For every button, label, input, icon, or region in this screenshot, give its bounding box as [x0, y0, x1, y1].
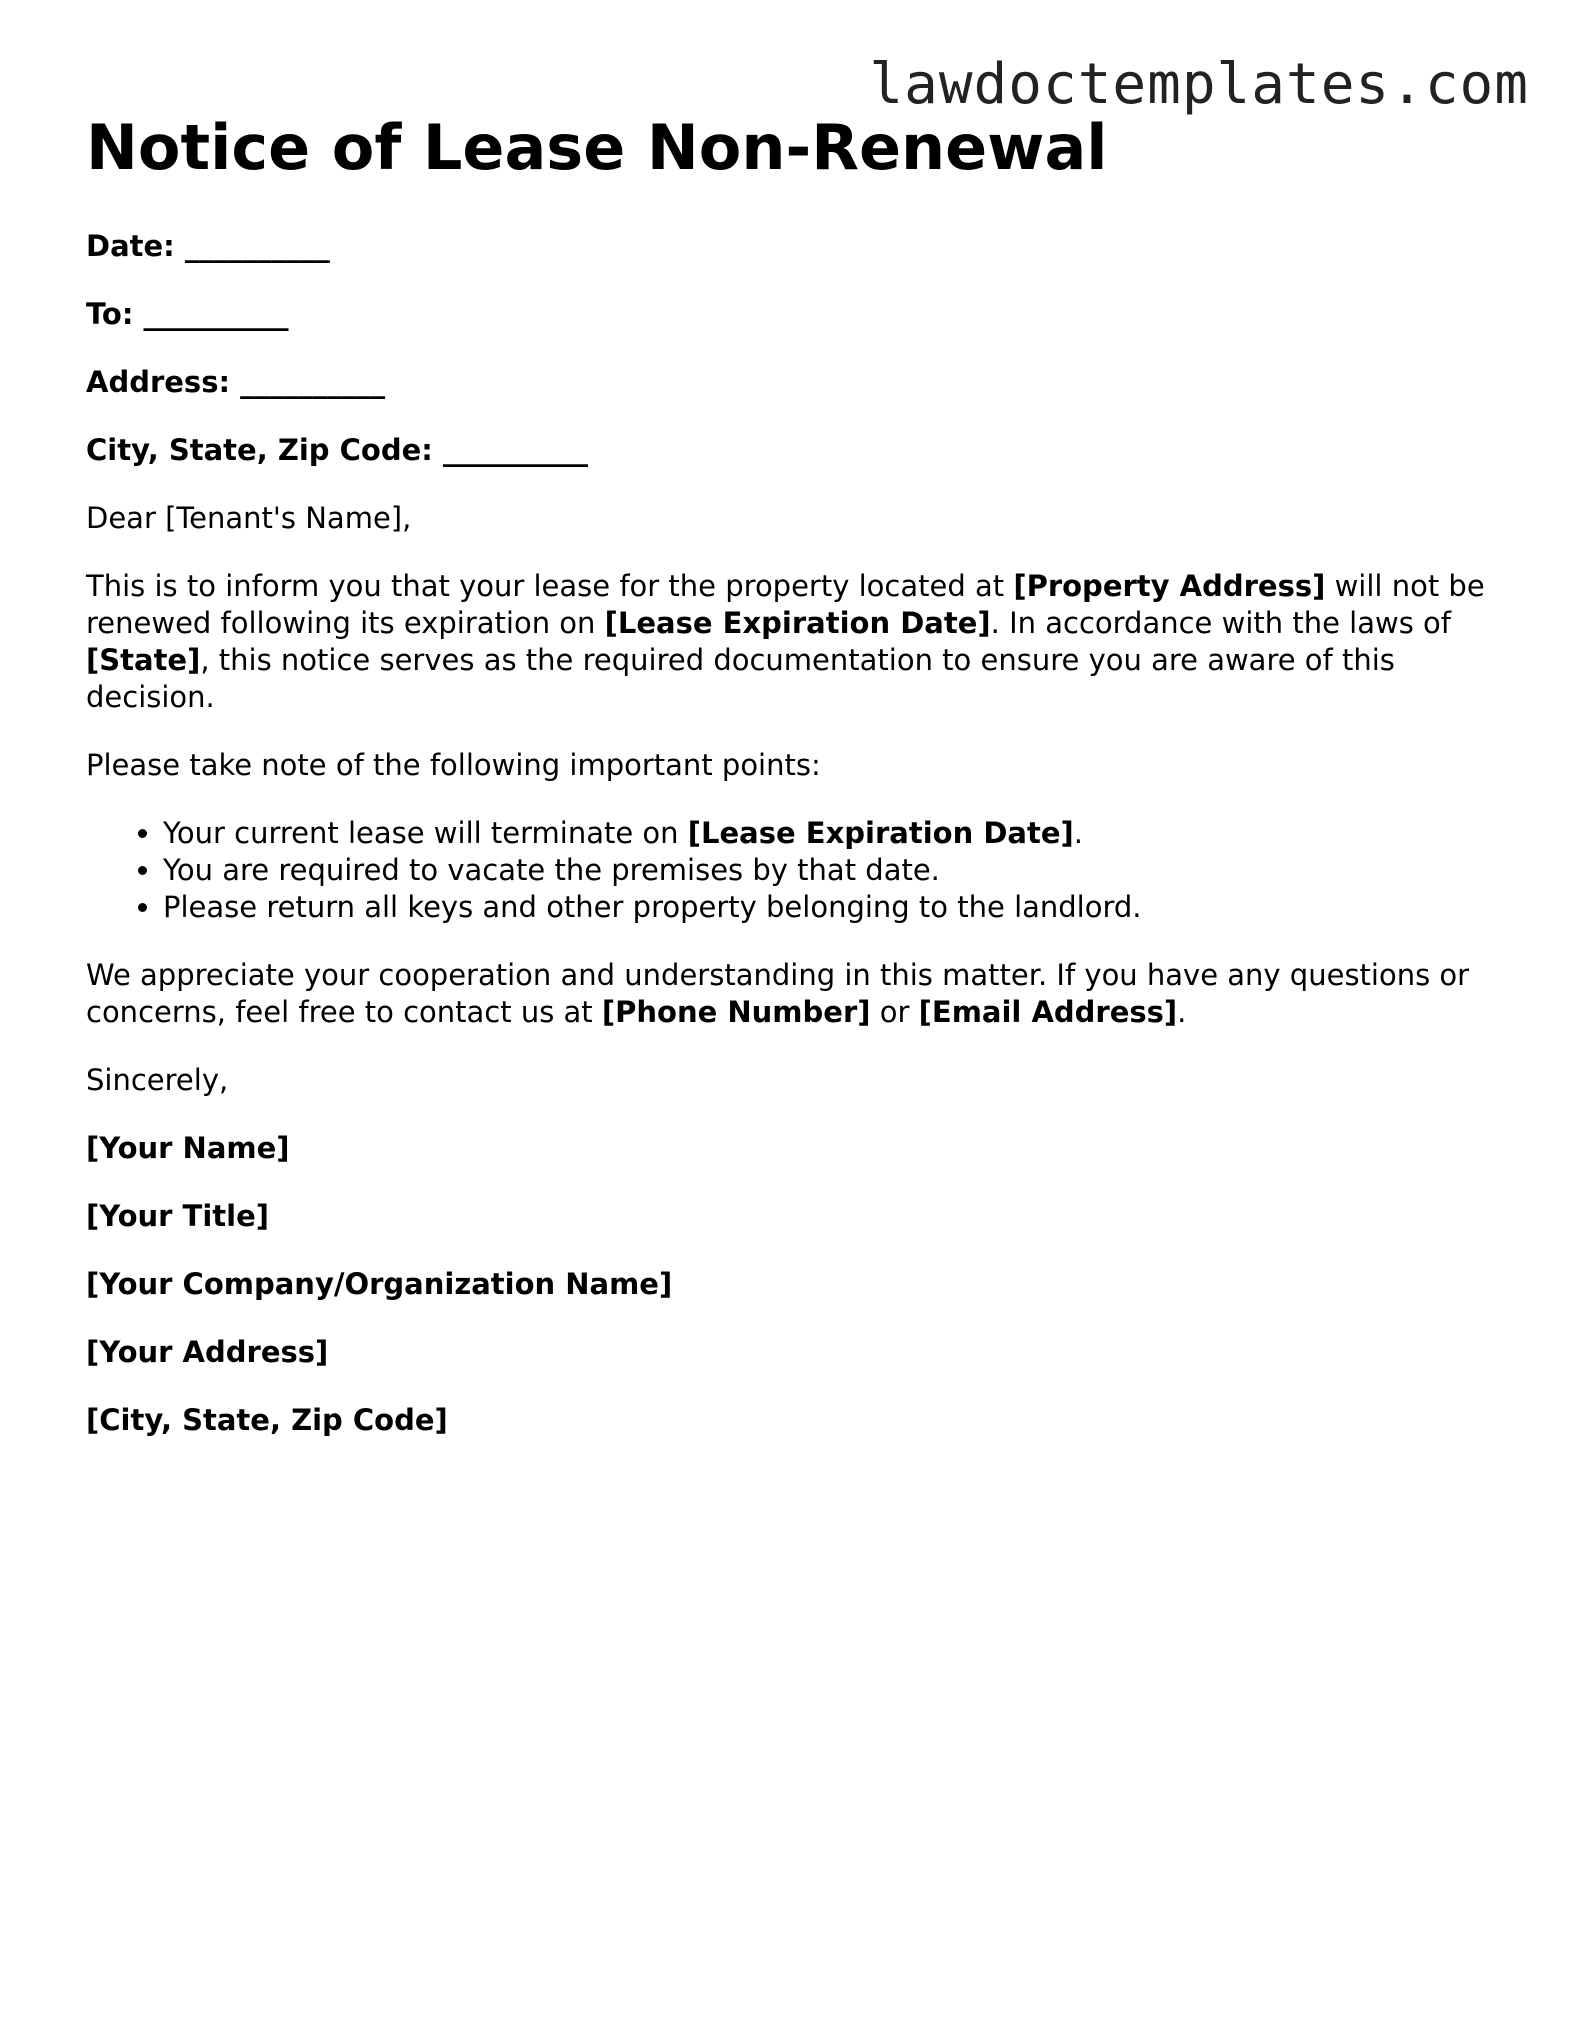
site-watermark: lawdoctemplates.com	[869, 52, 1529, 117]
document-page	[86, 108, 1486, 1470]
address-field: Address: __________	[86, 365, 386, 399]
intro-text-4: , this notice serves as the required documentation to ensure you are aware of this decision.	[86, 643, 1395, 714]
date-field: Date: __________	[86, 229, 330, 263]
document-title: Notice of Lease Non-Renewal	[86, 111, 1108, 184]
closing-text-1: We appreciate your cooperation and understanding in this matter. If you have any questions or concerns, feel free to contact us at	[86, 958, 1470, 1029]
list-item: • Please return all keys and other property belonging to the landlord.	[163, 889, 1486, 926]
intro-text-3: . In accordance with the laws of	[990, 606, 1451, 640]
phone-placeholder: [Phone Number]	[601, 995, 871, 1029]
point-1-end: .	[1073, 816, 1083, 850]
salutation: Dear [Tenant's Name],	[86, 501, 412, 535]
intro-text-1: This is to inform you that your lease for the property located at	[86, 569, 1014, 603]
intro-paragraph	[86, 568, 1486, 716]
city-state-zip-field: City, State, Zip Code: __________	[86, 433, 588, 467]
intro-text-2: will not be renewed following its expiration on	[86, 569, 1485, 640]
point-1-placeholder: [Lease Expiration Date]	[687, 816, 1074, 850]
points-intro: Please take note of the following important points:	[86, 748, 821, 782]
valediction: Sincerely,	[86, 1063, 229, 1097]
closing-text-3: .	[1177, 995, 1187, 1029]
signature-name: [Your Name]	[86, 1131, 290, 1165]
points-list	[86, 815, 1486, 926]
email-placeholder: [Email Address]	[918, 995, 1178, 1029]
lease-expiration-placeholder: [Lease Expiration Date]	[604, 606, 991, 640]
closing-text-2: or	[870, 995, 919, 1029]
signature-title: [Your Title]	[86, 1199, 270, 1233]
signature-address: [Your Address]	[86, 1335, 329, 1369]
signature-city-state-zip: [City, State, Zip Code]	[86, 1403, 448, 1437]
closing-paragraph	[86, 957, 1486, 1031]
point-1-text: Your current lease will terminate on	[163, 816, 688, 850]
property-address-placeholder: [Property Address]	[1013, 569, 1326, 603]
state-placeholder: [State]	[86, 643, 201, 677]
signature-company: [Your Company/Organization Name]	[86, 1267, 673, 1301]
list-item	[163, 815, 1486, 852]
to-field: To: __________	[86, 297, 289, 331]
list-item: • You are required to vacate the premises by that date.	[163, 852, 1486, 889]
